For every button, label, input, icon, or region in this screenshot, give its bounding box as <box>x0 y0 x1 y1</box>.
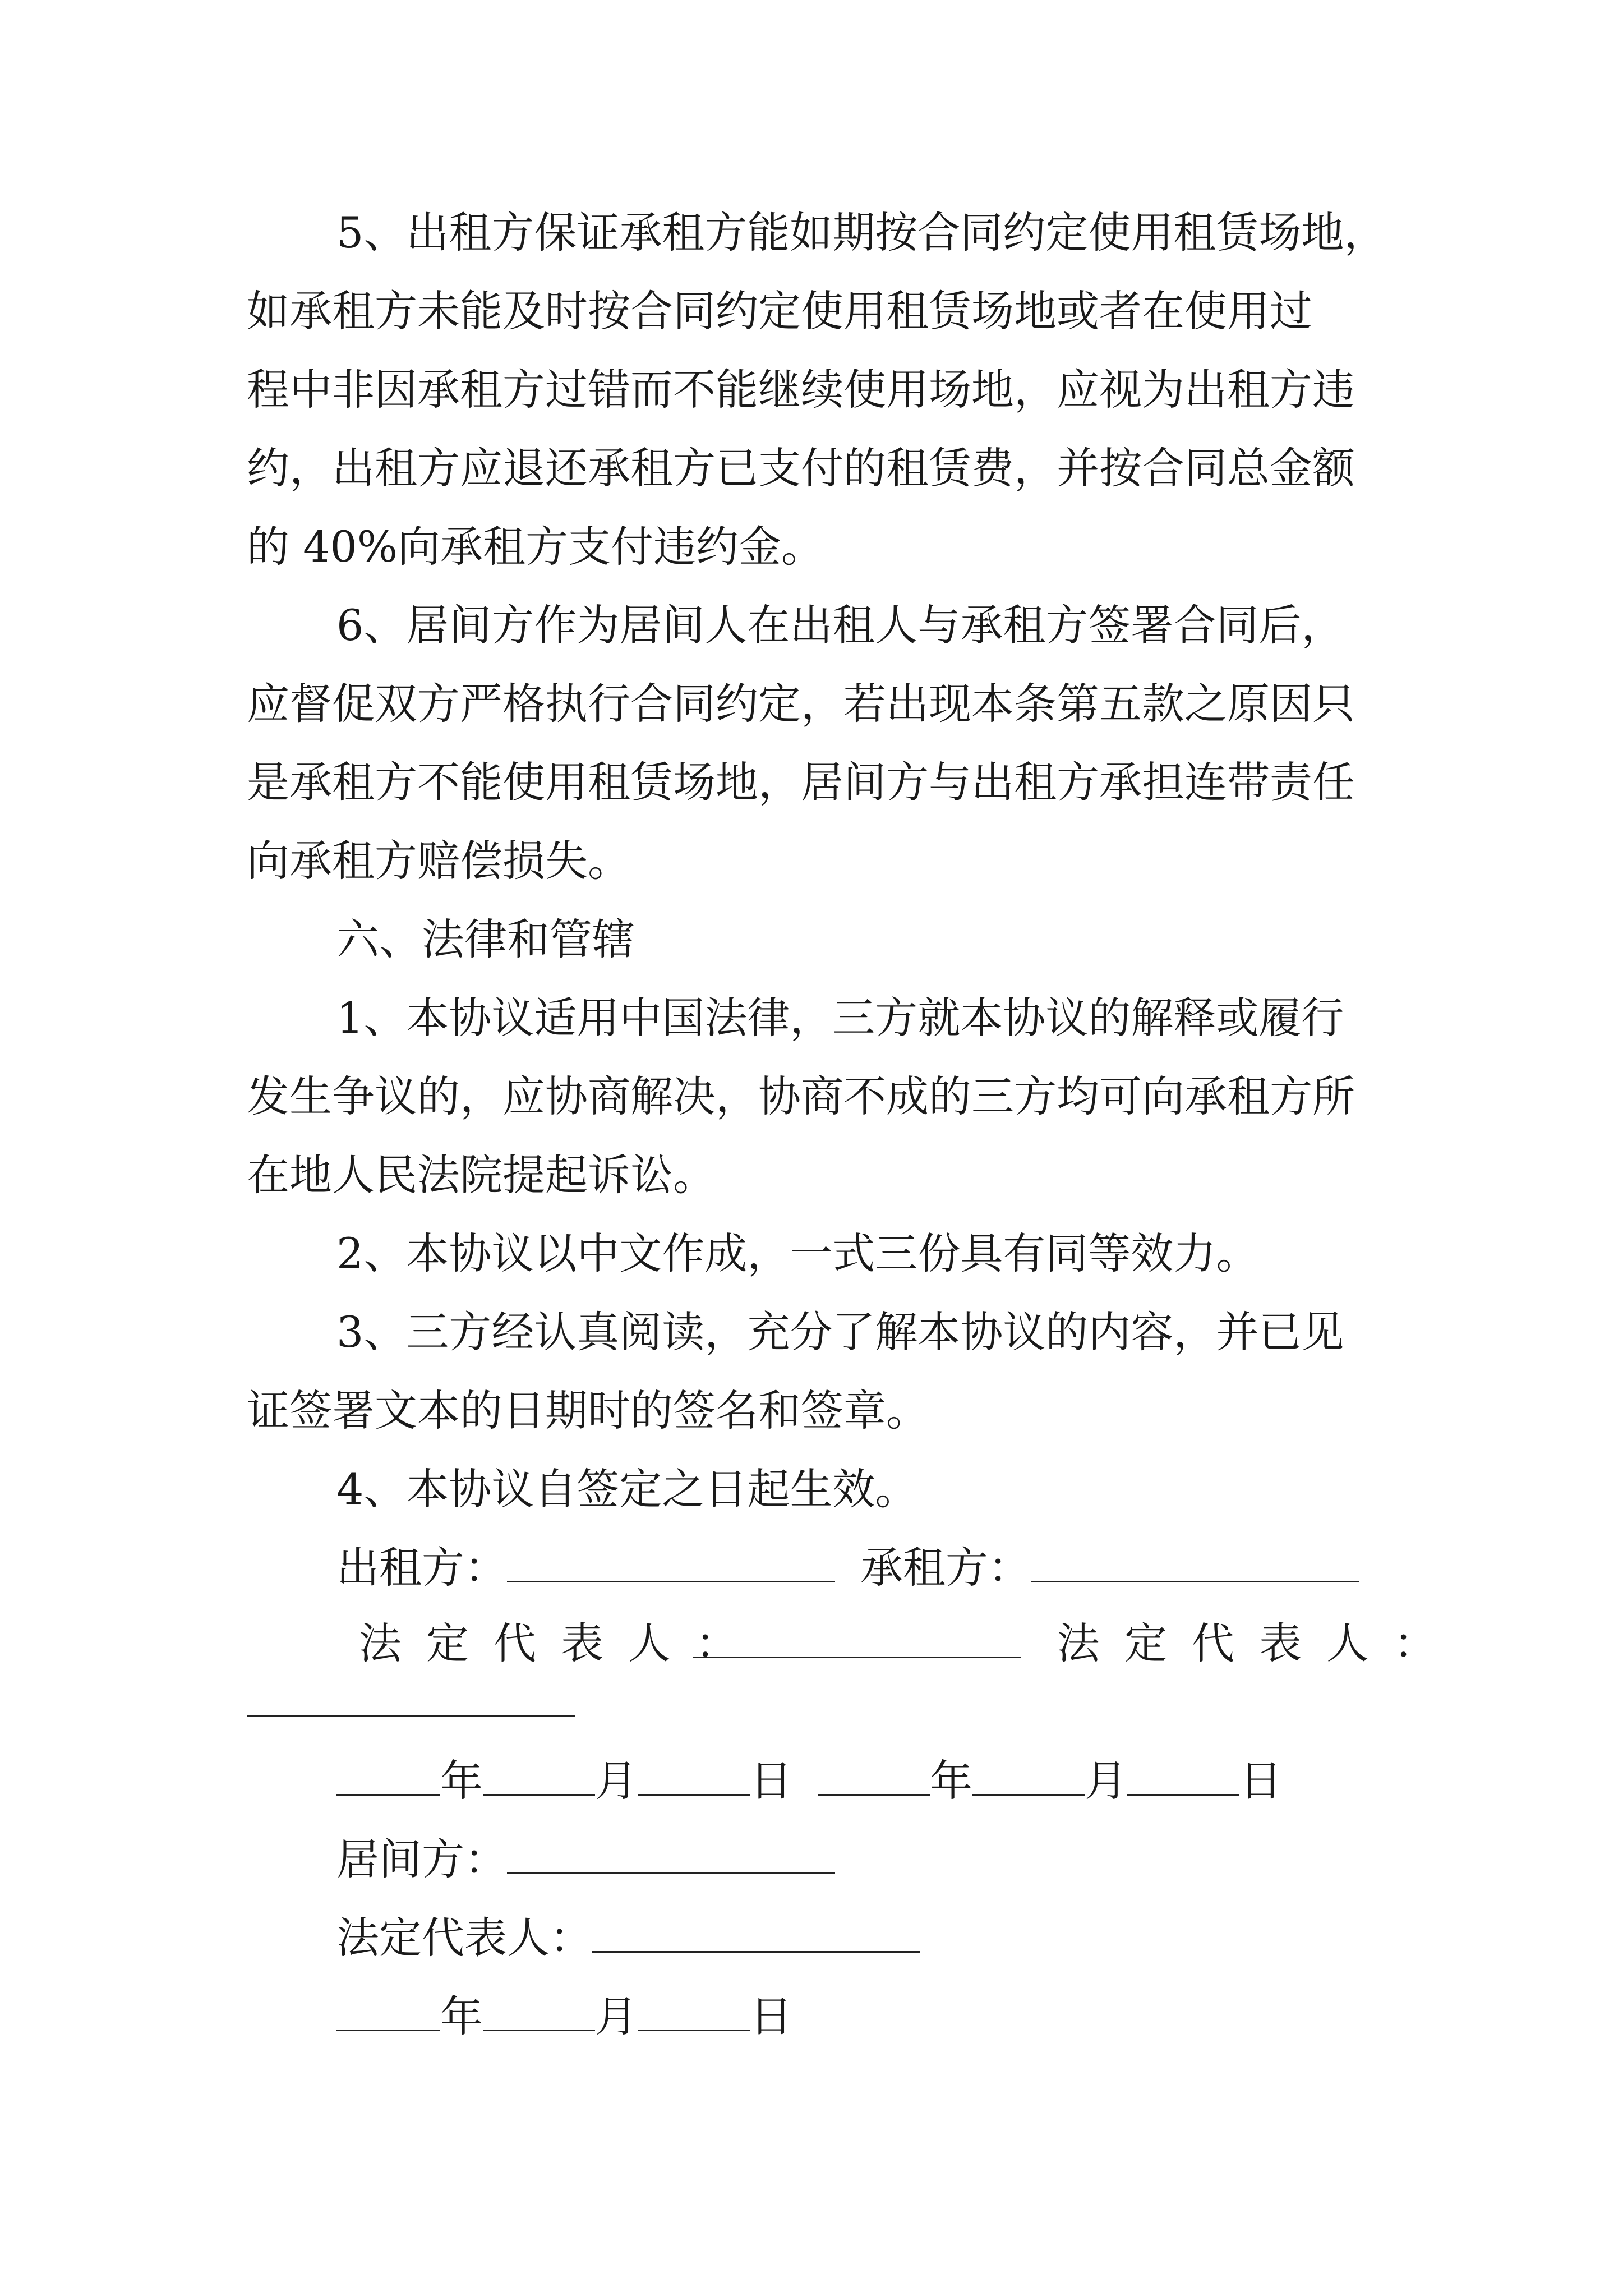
clause-6-line-3: 是承租方不能使用租赁场地，居间方与出租方承担连带责任 <box>247 757 1355 807</box>
lessee-label: 承租方： <box>860 1543 1031 1593</box>
lessor-legal-rep-blank[interactable] <box>693 1617 1021 1658</box>
clause-5-line-5: 的 40%向承租方支付违约金。 <box>247 522 824 572</box>
intermediary-legal-rep-label: 法定代表人： <box>336 1913 592 1963</box>
intermediary-day-blank[interactable] <box>638 1990 750 2031</box>
section-6-item-1-line-3: 在地人民法院提起诉讼。 <box>247 1150 716 1200</box>
lessor-year-blank[interactable] <box>336 1755 440 1796</box>
intermediary-legal-rep-blank[interactable] <box>592 1912 920 1953</box>
clause-5-line-3: 程中非因承租方过错而不能继续使用场地，应视为出租方违 <box>247 365 1355 415</box>
month-label: 月 <box>595 1756 638 1806</box>
day-label: 日 <box>750 1756 792 1806</box>
lessee-year-blank[interactable] <box>818 1755 930 1796</box>
clause-6-line-1: 6、居间方作为居间人在出租人与承租方签署合同后， <box>336 600 1344 650</box>
intermediary-label: 居间方： <box>336 1834 507 1884</box>
section-6-item-3-line-2: 证签署文本的日期时的签名和签章。 <box>247 1386 929 1435</box>
day-label: 日 <box>1239 1756 1282 1806</box>
lessee-legal-rep-blank[interactable] <box>247 1676 575 1717</box>
intermediary-year-blank[interactable] <box>336 1990 440 2031</box>
lessee-blank[interactable] <box>1031 1542 1359 1582</box>
lessor-day-blank[interactable] <box>638 1755 750 1796</box>
day-label: 日 <box>750 1991 792 2041</box>
clause-5-line-1: 5、出租方保证承租方能如期按合同约定使用租赁场地， <box>336 208 1387 257</box>
year-label: 年 <box>440 1756 483 1806</box>
section-6-item-1-line-1: 1、本协议适用中国法律，三方就本协议的解释或履行 <box>336 993 1344 1043</box>
clause-6-line-4: 向承租方赔偿损失。 <box>247 836 630 886</box>
section-6-item-2: 2、本协议以中文作成，一式三份具有同等效力。 <box>336 1228 1259 1278</box>
section-6-item-4: 4、本协议自签定之日起生效。 <box>336 1464 918 1514</box>
clause-5-line-4: 约，出租方应退还承租方已支付的租赁费，并按合同总金额 <box>247 443 1355 493</box>
intermediary-month-blank[interactable] <box>483 1990 595 2031</box>
year-label: 年 <box>930 1756 972 1806</box>
date-row-parties <box>336 1753 1282 1809</box>
date-row-intermediary <box>336 1989 792 2045</box>
lessee-day-blank[interactable] <box>1127 1755 1239 1796</box>
intermediary-row <box>336 1832 835 1888</box>
lessor-legal-rep-blank-wrap <box>693 1616 1021 1672</box>
intermediary-legal-rep-row <box>336 1910 920 1966</box>
month-label: 月 <box>595 1991 638 2041</box>
clause-5-line-2: 如承租方未能及时按合同约定使用租赁场地或者在使用过 <box>247 286 1312 336</box>
signature-row-parties <box>336 1540 1359 1596</box>
section-6-item-1-line-2: 发生争议的，应协商解决，协商不成的三方均可向承租方所 <box>247 1071 1355 1121</box>
lessor-label: 出租方： <box>336 1543 507 1593</box>
lessee-legal-rep-blank-wrap <box>247 1674 575 1731</box>
month-label: 月 <box>1085 1756 1127 1806</box>
lessee-month-blank[interactable] <box>972 1755 1085 1796</box>
lessee-legal-rep-label: 法定代表人： <box>1057 1618 1461 1668</box>
year-label: 年 <box>440 1991 483 2041</box>
lessor-month-blank[interactable] <box>483 1755 595 1796</box>
section-6-item-3-line-1: 3、三方经认真阅读，充分了解本协议的内容，并已见 <box>336 1307 1344 1357</box>
section-heading: 六、法律和管辖 <box>336 914 635 964</box>
intermediary-blank[interactable] <box>507 1833 835 1874</box>
lessor-legal-rep-label: 法定代表人： <box>359 1618 763 1668</box>
lessee-legal-rep-wrap <box>1057 1616 1461 1672</box>
lessor-blank[interactable] <box>507 1542 835 1582</box>
clause-6-line-2: 应督促双方严格执行合同约定，若出现本条第五款之原因只 <box>247 679 1355 729</box>
